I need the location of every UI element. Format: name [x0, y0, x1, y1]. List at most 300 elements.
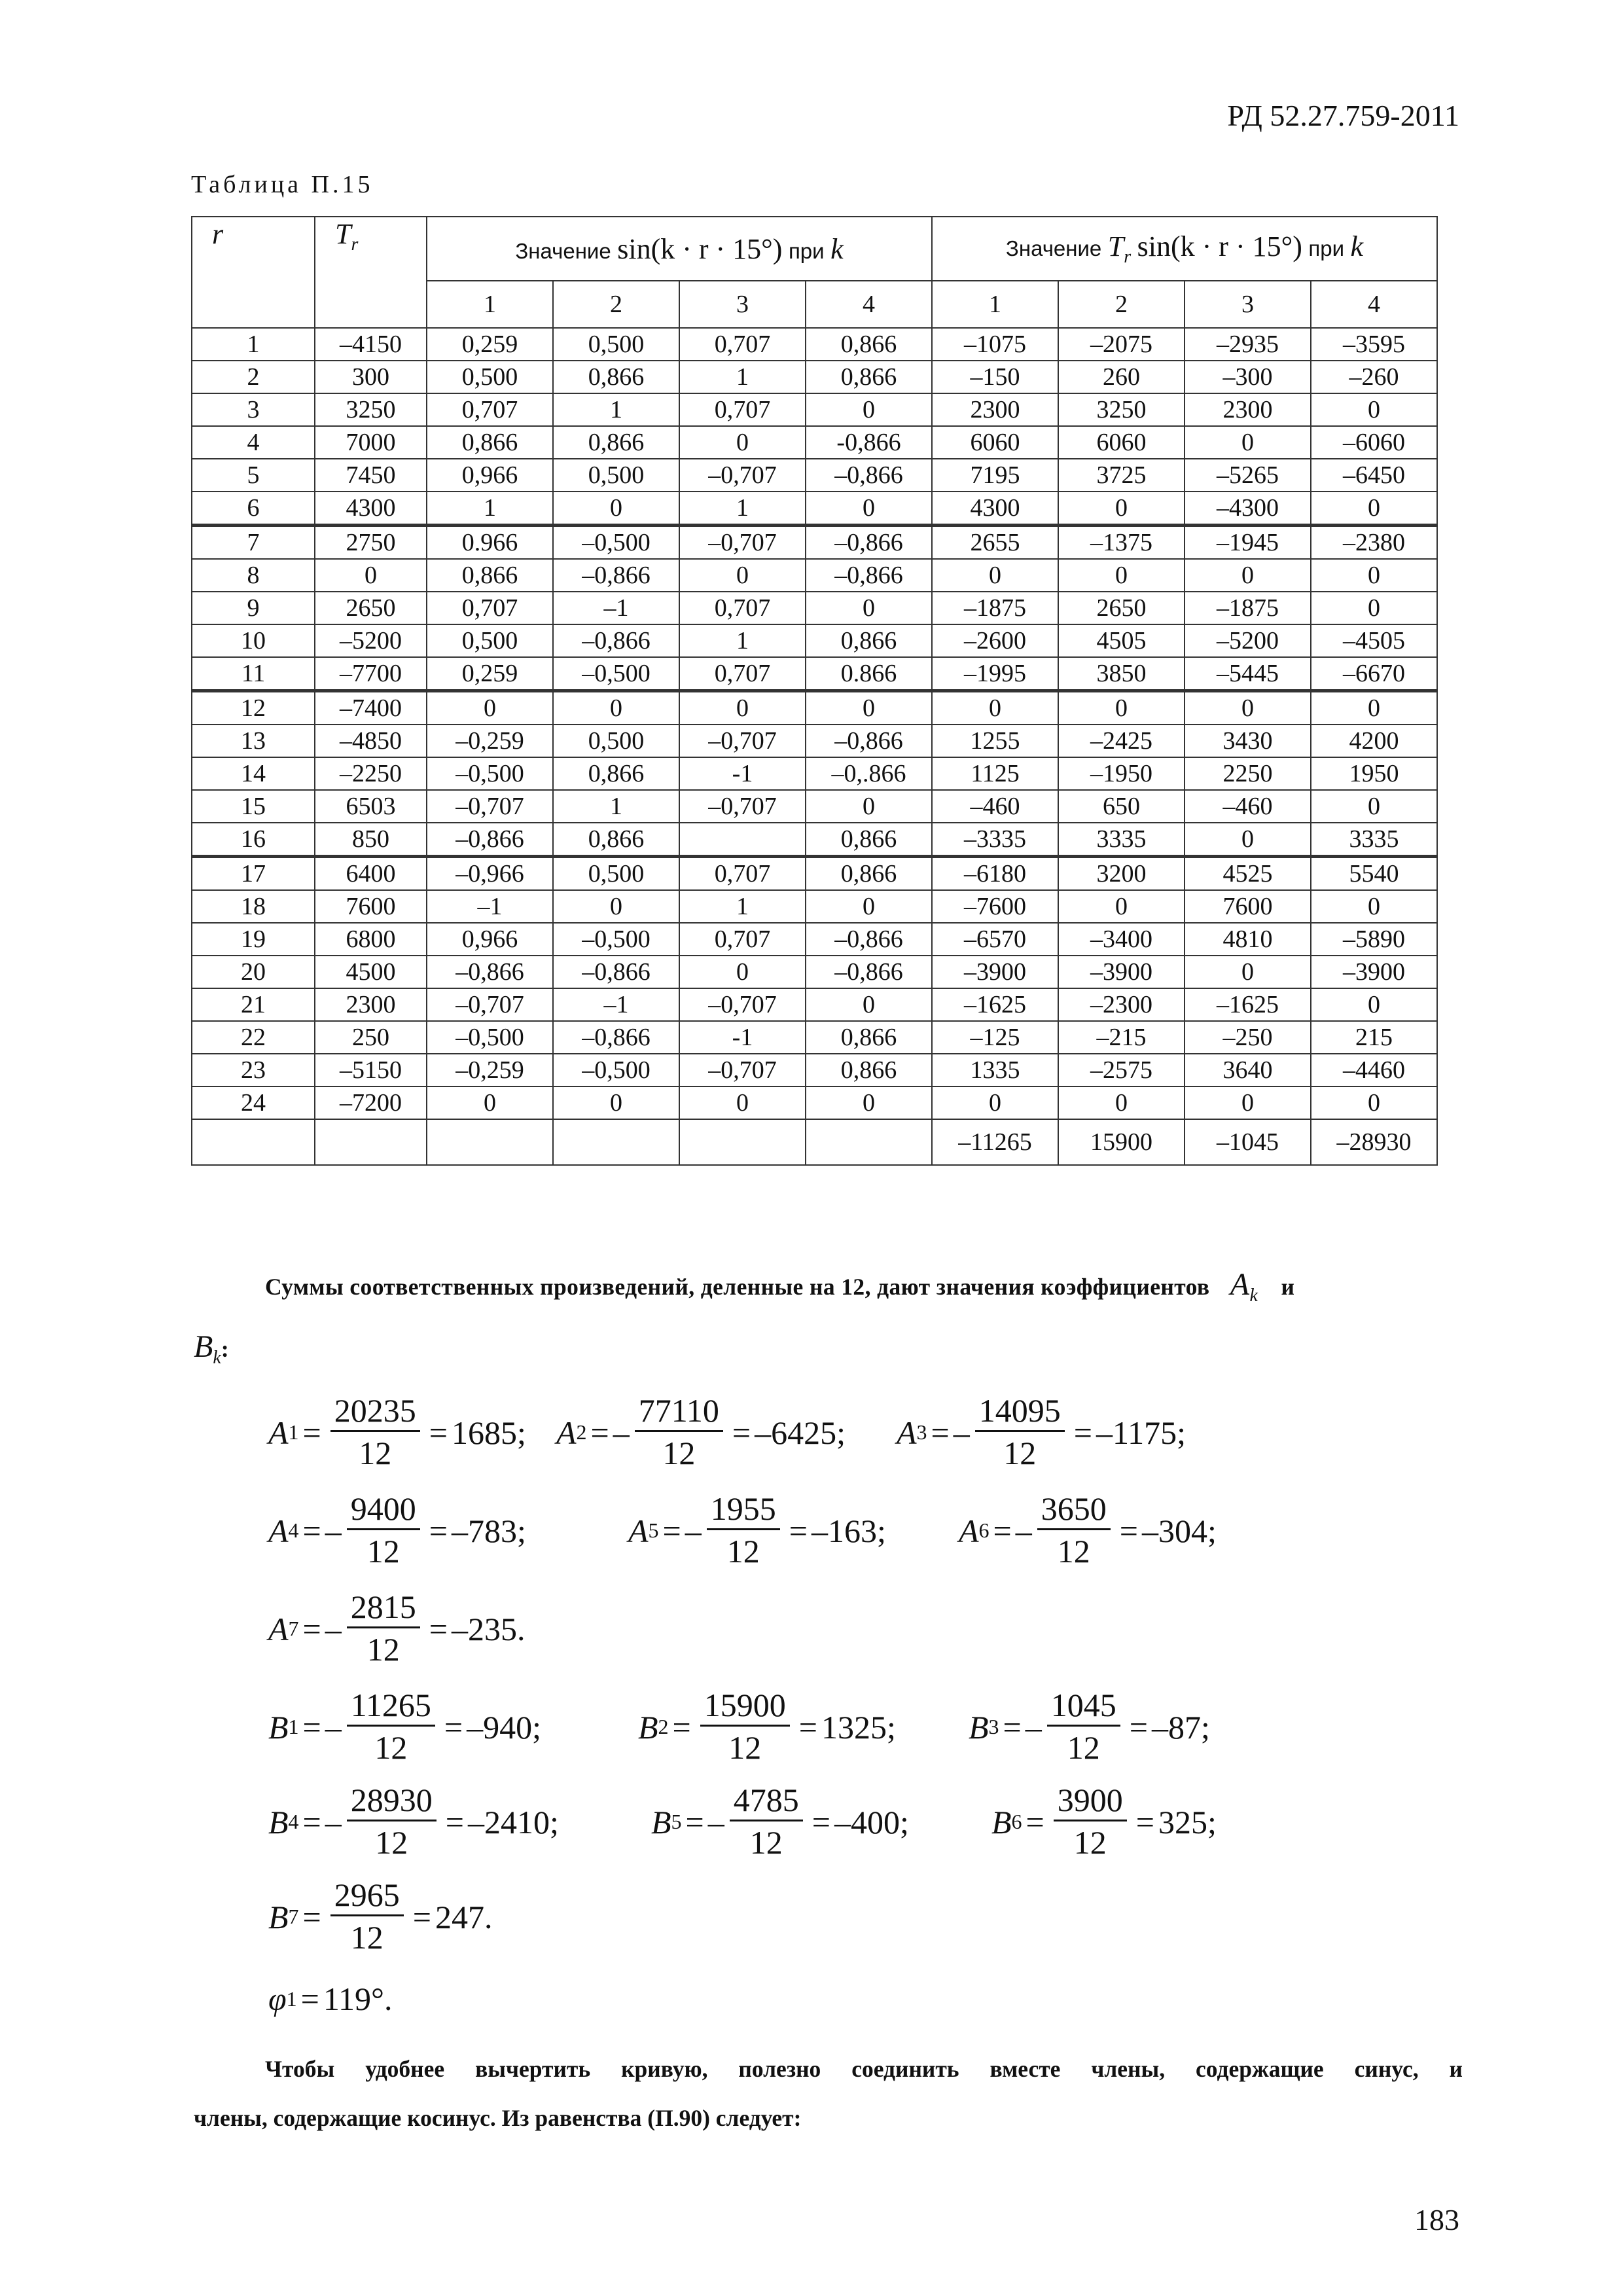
table-cell: 7600 — [1185, 890, 1311, 923]
eq-sub: 6 — [1011, 1810, 1022, 1833]
header-product-group — [932, 217, 1437, 281]
table-cell: 0 — [553, 691, 679, 725]
table-cell: 0 — [1185, 823, 1311, 857]
table-cell: 0 — [679, 426, 806, 459]
table-cell: –2075 — [1058, 328, 1185, 361]
table-cell: 7000 — [315, 426, 427, 459]
header-product-suffix: при — [1308, 236, 1345, 260]
table-cell: 0,866 — [806, 328, 932, 361]
table-cell: 0 — [806, 492, 932, 526]
table-cell: 6800 — [315, 923, 427, 956]
eq-denominator: 12 — [1073, 1824, 1107, 1861]
sum-cell: –28930 — [1311, 1119, 1437, 1165]
table-cell: 0,866 — [553, 823, 679, 857]
table-cell: 0 — [427, 691, 553, 725]
equation-b5: B 5 = – $\frac{4785}{12}$ = –400; — [651, 1780, 909, 1863]
eq-symbol: φ — [268, 1981, 287, 2017]
table-cell: 4300 — [315, 492, 427, 526]
eq-numerator: 14095 — [975, 1391, 1065, 1432]
header-sin-suffix: при — [788, 238, 825, 263]
eq-sign: – — [1025, 1708, 1042, 1746]
table-row — [192, 790, 1437, 823]
table-cell: 0,866 — [806, 361, 932, 393]
table-cell: 0,500 — [553, 725, 679, 757]
table-cell: 0,866 — [427, 559, 553, 592]
row-index-cell: 10 — [192, 624, 315, 657]
table-cell: –0,500 — [553, 526, 679, 560]
table-row — [192, 1054, 1437, 1086]
eq-symbol: A — [628, 1512, 649, 1549]
table-cell: 1 — [679, 624, 806, 657]
eq-numerator: 1045 — [1047, 1685, 1120, 1727]
table-cell: 1 — [553, 790, 679, 823]
table-cell: 0,866 — [553, 426, 679, 459]
row-index-cell: 15 — [192, 790, 315, 823]
eq-sub: 5 — [671, 1810, 682, 1833]
eq-symbol: B — [969, 1708, 989, 1746]
table-cell: –0,500 — [427, 757, 553, 790]
table-cell: 0,707 — [679, 923, 806, 956]
header-r — [192, 217, 315, 328]
table-cell: 0,866 — [806, 624, 932, 657]
table-cell: –0,866 — [427, 823, 553, 857]
table-cell: –2935 — [1185, 328, 1311, 361]
table-cell: 0 — [1185, 956, 1311, 988]
eq-numerator: 11265 — [347, 1685, 435, 1727]
page-number: 183 — [1414, 2203, 1459, 2236]
eq-fraction — [1054, 1780, 1127, 1863]
table-cell: 1335 — [932, 1054, 1058, 1086]
table-row — [192, 857, 1437, 891]
eq-fraction — [1047, 1685, 1120, 1768]
sum-cell: –1045 — [1185, 1119, 1311, 1165]
table-cell: 2300 — [1185, 393, 1311, 426]
table-cell: 650 — [1058, 790, 1185, 823]
table-cell: 0,707 — [679, 857, 806, 891]
table-cell: 2750 — [315, 526, 427, 560]
table-cell: -0,866 — [806, 426, 932, 459]
table-cell: –4300 — [1185, 492, 1311, 526]
table-cell: –0,500 — [427, 1021, 553, 1054]
eq-sub: 4 — [288, 1810, 299, 1833]
table-cell: –0,500 — [553, 657, 679, 691]
table-cell: 0,259 — [427, 657, 553, 691]
table-cell: 0 — [1058, 559, 1185, 592]
table-cell: -1 — [679, 757, 806, 790]
table-row — [192, 624, 1437, 657]
eq-symbol: B — [638, 1708, 658, 1746]
header-t-symbol: T — [335, 218, 351, 250]
table-cell: 4200 — [1311, 725, 1437, 757]
table-cell: 3335 — [1058, 823, 1185, 857]
eq-denominator: 12 — [749, 1824, 783, 1861]
table-cell: 6503 — [315, 790, 427, 823]
equation-a1: A 1 = $\frac{20235}{12}$ = 1685; — [268, 1391, 526, 1474]
table-cell: 0 — [1058, 890, 1185, 923]
row-index-cell: 13 — [192, 725, 315, 757]
table-cell: –1375 — [1058, 526, 1185, 560]
eq-denominator: 12 — [1067, 1729, 1100, 1766]
table-cell: –5150 — [315, 1054, 427, 1086]
eq-result: –940; — [467, 1708, 542, 1746]
eq-denominator: 12 — [728, 1729, 762, 1766]
paragraph-sums-and: и — [1281, 1274, 1295, 1300]
eq-sub: 1 — [288, 1420, 299, 1444]
table-cell: 3335 — [1311, 823, 1437, 857]
table-cell: –1995 — [932, 657, 1058, 691]
table-cell: 0 — [1185, 1086, 1311, 1119]
table-cell: 250 — [315, 1021, 427, 1054]
table-cell: –0,707 — [679, 459, 806, 492]
header-k-label: 4 — [1311, 281, 1437, 328]
table-cell — [679, 823, 806, 857]
sum-row — [192, 1119, 1437, 1165]
table-row — [192, 328, 1437, 361]
row-index-cell: 2 — [192, 361, 315, 393]
equation-phi — [268, 1980, 393, 2018]
eq-numerator: 28930 — [347, 1780, 437, 1821]
eq-sub: 1 — [286, 1986, 297, 2011]
eq-denominator: 12 — [1057, 1533, 1090, 1570]
table-cell: –0,707 — [679, 526, 806, 560]
table-cell: –0,707 — [679, 725, 806, 757]
table-cell: –0,966 — [427, 857, 553, 891]
table-cell: 0 — [679, 559, 806, 592]
table-row — [192, 559, 1437, 592]
table-cell: –1625 — [1185, 988, 1311, 1021]
table-cell: –0,707 — [679, 1054, 806, 1086]
eq-symbol: A — [897, 1414, 917, 1451]
table-cell: 0 — [1311, 988, 1437, 1021]
header-k-label: 3 — [679, 281, 806, 328]
table-cell: 0,866 — [806, 857, 932, 891]
table-cell: –0,500 — [553, 1054, 679, 1086]
eq-sign: – — [1015, 1512, 1032, 1549]
sum-empty-cell — [427, 1119, 553, 1165]
row-index-cell: 1 — [192, 328, 315, 361]
table-row — [192, 526, 1437, 560]
table-caption: Таблица П.15 — [191, 171, 374, 198]
table-cell: 2650 — [315, 592, 427, 624]
eq-denominator: 12 — [350, 1919, 383, 1956]
table-cell: 1 — [679, 492, 806, 526]
row-index-cell: 9 — [192, 592, 315, 624]
eq-result: 1325; — [821, 1708, 896, 1746]
table-cell: –6060 — [1311, 426, 1437, 459]
table-cell: 0 — [427, 1086, 553, 1119]
eq-sub: 6 — [978, 1518, 990, 1542]
table-cell: 0,500 — [427, 624, 553, 657]
table-cell: –5200 — [1185, 624, 1311, 657]
table-cell: 3250 — [315, 393, 427, 426]
table-cell: 0 — [806, 592, 932, 624]
equation-b3: B 3 = – $\frac{1045}{12}$ = –87; — [969, 1685, 1210, 1768]
eq-result: 1685; — [451, 1414, 526, 1451]
row-index-cell: 14 — [192, 757, 315, 790]
header-k-label: 2 — [553, 281, 679, 328]
table-cell: 0,500 — [553, 459, 679, 492]
table-cell: 0 — [1311, 890, 1437, 923]
eq-symbol: B — [268, 1708, 289, 1746]
table-cell: –0,866 — [553, 559, 679, 592]
table-cell: 0 — [1185, 691, 1311, 725]
table-cell: 1 — [427, 492, 553, 526]
equation-a2: A 2 = – $\frac{77110}{12}$ = –6425; — [556, 1391, 846, 1474]
table-cell: 0 — [1058, 492, 1185, 526]
table-cell: 4810 — [1185, 923, 1311, 956]
table-cell: –7700 — [315, 657, 427, 691]
table-cell: 0,707 — [679, 657, 806, 691]
table-cell: 1255 — [932, 725, 1058, 757]
table-body — [192, 328, 1437, 1119]
eq-fraction — [347, 1489, 420, 1572]
eq-result: –163; — [811, 1512, 886, 1549]
paragraph-sums-b-symbol: B — [194, 1329, 213, 1364]
table-cell: –5200 — [315, 624, 427, 657]
table-cell: 0 — [1185, 559, 1311, 592]
header-product-coef-sub: r — [1124, 247, 1132, 267]
eq-symbol: A — [268, 1512, 289, 1549]
table-cell: 0 — [1058, 1086, 1185, 1119]
table-cell: 0 — [806, 988, 932, 1021]
eq-sign: – — [325, 1610, 342, 1647]
eq-numerator: 3900 — [1054, 1780, 1127, 1821]
eq-numerator: 1955 — [707, 1489, 780, 1530]
sum-cell: 15900 — [1058, 1119, 1185, 1165]
eq-denominator: 12 — [662, 1435, 696, 1471]
table-cell: 0,500 — [553, 857, 679, 891]
equation-b4: B 4 = – $\frac{28930}{12}$ = –2410; — [268, 1780, 559, 1863]
header-k-label: 1 — [427, 281, 553, 328]
table-cell: –215 — [1058, 1021, 1185, 1054]
eq-denominator: 12 — [366, 1533, 400, 1570]
table-cell: –0,866 — [553, 624, 679, 657]
equation-b1: B 1 = – $\frac{11265}{12}$ = –940; — [268, 1685, 541, 1768]
header-product-coef: T — [1107, 230, 1124, 262]
eq-symbol: B — [268, 1803, 289, 1840]
eq-sub: 2 — [576, 1420, 587, 1444]
table-cell: –1625 — [932, 988, 1058, 1021]
eq-numerator: 4785 — [730, 1780, 803, 1821]
row-index-cell: 4 — [192, 426, 315, 459]
paragraph-sums-b-sub: k — [213, 1348, 221, 1368]
table-cell: 0 — [932, 691, 1058, 725]
eq-numerator: 3650 — [1037, 1489, 1111, 1530]
equation-a5: A 5 = – $\frac{1955}{12}$ = –163; — [628, 1489, 886, 1572]
sum-empty-cell — [192, 1119, 315, 1165]
header-t-sub: r — [351, 234, 359, 255]
eq-equals: = — [300, 1981, 319, 2017]
table-cell: 0 — [806, 691, 932, 725]
equation-a7: A 7 = – $\frac{2815}{12}$ = –235. — [268, 1587, 525, 1670]
table-cell: 0 — [806, 1086, 932, 1119]
table-cell: 0,866 — [806, 823, 932, 857]
table-cell: –6450 — [1311, 459, 1437, 492]
table-cell: –4505 — [1311, 624, 1437, 657]
table-cell: 0,707 — [679, 393, 806, 426]
row-index-cell: 21 — [192, 988, 315, 1021]
eq-result: –304; — [1141, 1512, 1217, 1549]
table-cell: 0,500 — [427, 361, 553, 393]
table-row — [192, 691, 1437, 725]
table-cell: 0,500 — [553, 328, 679, 361]
eq-fraction — [707, 1489, 780, 1572]
table-cell: –0,866 — [806, 559, 932, 592]
header-product-var: k — [1350, 230, 1364, 262]
table-cell: 2300 — [315, 988, 427, 1021]
table-cell: 0,866 — [427, 426, 553, 459]
table-cell: 0,707 — [679, 328, 806, 361]
equation-b2: B 2 = $\frac{15900}{12}$ = 1325; — [638, 1685, 896, 1768]
table-cell: 0 — [806, 790, 932, 823]
data-table — [191, 216, 1438, 1166]
eq-result: –6425; — [755, 1414, 846, 1451]
table-cell: 0,259 — [427, 328, 553, 361]
table-cell: –2600 — [932, 624, 1058, 657]
table-cell: –0,259 — [427, 1054, 553, 1086]
table-cell: –0,707 — [679, 790, 806, 823]
table-row — [192, 988, 1437, 1021]
table-cell: 0,707 — [427, 393, 553, 426]
paragraph-sums-text: Суммы соответственных произведений, деленные на 12, дают значения коэффициентов — [265, 1274, 1210, 1300]
table-cell: 0 — [1311, 592, 1437, 624]
table-cell: –3595 — [1311, 328, 1437, 361]
table-row — [192, 725, 1437, 757]
table-cell: 0 — [679, 691, 806, 725]
table-cell: 4500 — [315, 956, 427, 988]
table-row — [192, 823, 1437, 857]
equation-a3: A 3 = – $\frac{14095}{12}$ = –1175; — [897, 1391, 1186, 1474]
eq-fraction — [330, 1391, 420, 1474]
table-cell: –2250 — [315, 757, 427, 790]
table-cell: –0,866 — [806, 923, 932, 956]
header-sin-group — [427, 217, 932, 281]
table-cell: –0,707 — [679, 988, 806, 1021]
table-cell: –3335 — [932, 823, 1058, 857]
table-cell: –250 — [1185, 1021, 1311, 1054]
eq-result: –235. — [451, 1610, 526, 1647]
table-cell: 0 — [1311, 393, 1437, 426]
table-cell: 0 — [1311, 691, 1437, 725]
table-cell: –3900 — [932, 956, 1058, 988]
table-cell: –1 — [553, 988, 679, 1021]
eq-sign: – — [685, 1512, 702, 1549]
table-cell: –460 — [1185, 790, 1311, 823]
table-cell: 0,866 — [806, 1054, 932, 1086]
header-k-label: 3 — [1185, 281, 1311, 328]
eq-fraction — [635, 1391, 723, 1474]
table-cell: –0,866 — [553, 956, 679, 988]
table-cell: –4850 — [315, 725, 427, 757]
table-cell: –0,866 — [806, 526, 932, 560]
table-cell: –7400 — [315, 691, 427, 725]
eq-fraction — [347, 1587, 420, 1670]
table-cell: 0 — [806, 890, 932, 923]
table-cell: –1875 — [932, 592, 1058, 624]
table-cell: –2380 — [1311, 526, 1437, 560]
table-cell: 6060 — [1058, 426, 1185, 459]
eq-sign: – — [953, 1414, 970, 1451]
eq-numerator: 20235 — [330, 1391, 420, 1432]
eq-result: –783; — [451, 1512, 526, 1549]
header-sin-func: sin(k · r · 15°) — [617, 232, 783, 265]
eq-sub: 7 — [288, 1905, 299, 1928]
eq-denominator: 12 — [366, 1631, 400, 1668]
table-cell: –3400 — [1058, 923, 1185, 956]
eq-result: –2410; — [467, 1803, 559, 1840]
eq-symbol: A — [268, 1610, 289, 1647]
sum-cell: –11265 — [932, 1119, 1058, 1165]
sum-empty-cell — [806, 1119, 932, 1165]
eq-sub: 7 — [288, 1617, 299, 1640]
paragraph-sums — [265, 1266, 1463, 1306]
table-cell: 5540 — [1311, 857, 1437, 891]
header-sin-var: k — [830, 232, 844, 265]
header-r-symbol: r — [212, 218, 224, 250]
eq-symbol: A — [959, 1512, 979, 1549]
table-cell: –2575 — [1058, 1054, 1185, 1086]
sum-empty-cell — [679, 1119, 806, 1165]
eq-numerator: 2815 — [347, 1587, 420, 1628]
table-cell: –0,259 — [427, 725, 553, 757]
header-k-label: 1 — [932, 281, 1058, 328]
eq-fraction — [730, 1780, 803, 1863]
eq-sign: – — [325, 1708, 342, 1746]
eq-numerator: 77110 — [635, 1391, 723, 1432]
eq-symbol: B — [268, 1898, 289, 1935]
table-cell: 0 — [679, 956, 806, 988]
eq-result: 247. — [435, 1898, 493, 1935]
table-cell: 3430 — [1185, 725, 1311, 757]
table-cell: –6180 — [932, 857, 1058, 891]
table-cell: 0,966 — [427, 923, 553, 956]
table-cell: –300 — [1185, 361, 1311, 393]
eq-fraction — [975, 1391, 1065, 1474]
eq-symbol: A — [268, 1414, 289, 1451]
table-cell: 6060 — [932, 426, 1058, 459]
table-cell: 0,707 — [679, 592, 806, 624]
table-cell: –4460 — [1311, 1054, 1437, 1086]
table-cell: –0,.866 — [806, 757, 932, 790]
table-cell: 3850 — [1058, 657, 1185, 691]
table-cell: 4300 — [932, 492, 1058, 526]
table-cell: –5890 — [1311, 923, 1437, 956]
table-cell: 215 — [1311, 1021, 1437, 1054]
sum-empty-cell — [553, 1119, 679, 1165]
eq-sub: 5 — [648, 1518, 659, 1542]
table-cell: –7200 — [315, 1086, 427, 1119]
table-cell: 4525 — [1185, 857, 1311, 891]
eq-sub: 2 — [658, 1715, 669, 1738]
row-index-cell: 3 — [192, 393, 315, 426]
table-cell: –0,866 — [427, 956, 553, 988]
header-sin-prefix: Значение — [515, 238, 611, 263]
table-cell: 0 — [679, 1086, 806, 1119]
eq-numerator: 2965 — [330, 1875, 404, 1916]
header-k-label: 2 — [1058, 281, 1185, 328]
table-cell: –5445 — [1185, 657, 1311, 691]
table-row — [192, 890, 1437, 923]
table-cell: 1950 — [1311, 757, 1437, 790]
table-cell: –6570 — [932, 923, 1058, 956]
eq-denominator: 12 — [375, 1824, 408, 1861]
table-cell: 0,866 — [806, 1021, 932, 1054]
row-index-cell: 11 — [192, 657, 315, 691]
table-cell: 2655 — [932, 526, 1058, 560]
table-cell: –1950 — [1058, 757, 1185, 790]
eq-denominator: 12 — [726, 1533, 760, 1570]
table-cell: –6670 — [1311, 657, 1437, 691]
